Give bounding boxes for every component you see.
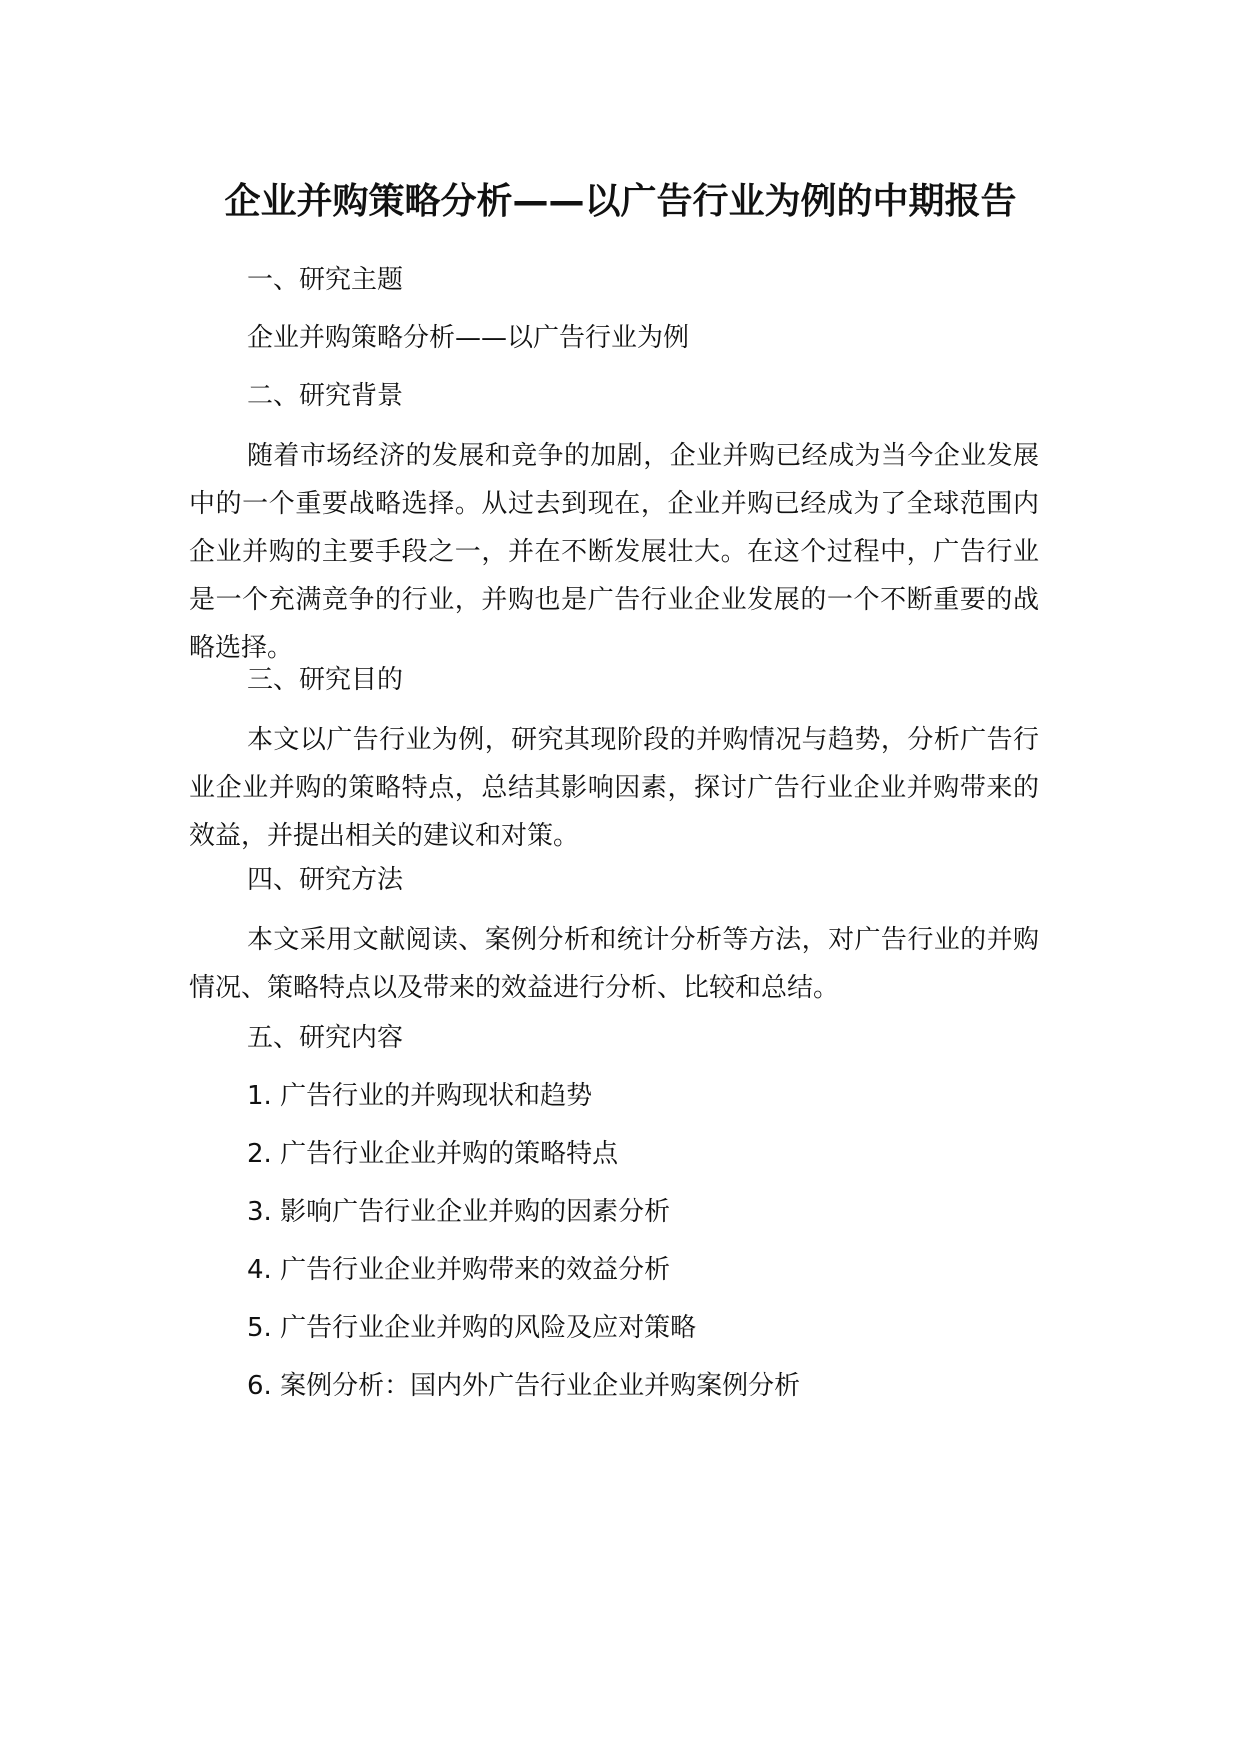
- document-title: 企业并购策略分析——以广告行业为例的中期报告: [224, 181, 1017, 222]
- content-list-item: 2. 广告行业企业并购的策略特点: [247, 1139, 619, 1169]
- content-list-item: 4. 广告行业企业并购带来的效益分析: [247, 1255, 671, 1285]
- section-body-purpose: 本文以广告行业为例，研究其现阶段的并购情况与趋势，分析广告行业企业并购的策略特点，总结其影响因素，探讨广告行业企业并购带来的效益，并提出相关的建议和对策。: [189, 725, 1039, 851]
- section-heading-topic: 一、研究主题: [247, 265, 404, 295]
- section-heading-purpose: 三、研究目的: [247, 665, 404, 695]
- content-list-item: 1. 广告行业的并购现状和趋势: [247, 1081, 593, 1111]
- content-list-item: 5. 广告行业企业并购的风险及应对策略: [247, 1313, 697, 1343]
- section-body-method: 本文采用文献阅读、案例分析和统计分析等方法，对广告行业的并购情况、策略特点以及带来的效益进行分析、比较和总结。: [189, 925, 1039, 1003]
- content-list-item: 3. 影响广告行业企业并购的因素分析: [247, 1197, 671, 1227]
- section-body-topic: 企业并购策略分析——以广告行业为例: [247, 323, 690, 353]
- section-body-background: 随着市场经济的发展和竞争的加剧，企业并购已经成为当今企业发展中的一个重要战略选择。从过去到现在，企业并购已经成为了全球范围内企业并购的主要手段之一，并在不断发展壮大。在这个过程中，广告行业是一个充满竞争的行业，并购也是广告行业企业发展的一个不断重要的战略选择。: [189, 441, 1039, 663]
- content-list-item: 6. 案例分析：国内外广告行业企业并购案例分析: [247, 1371, 801, 1401]
- section-heading-method: 四、研究方法: [247, 865, 404, 895]
- section-heading-content: 五、研究内容: [247, 1023, 404, 1053]
- section-heading-background: 二、研究背景: [247, 381, 404, 411]
